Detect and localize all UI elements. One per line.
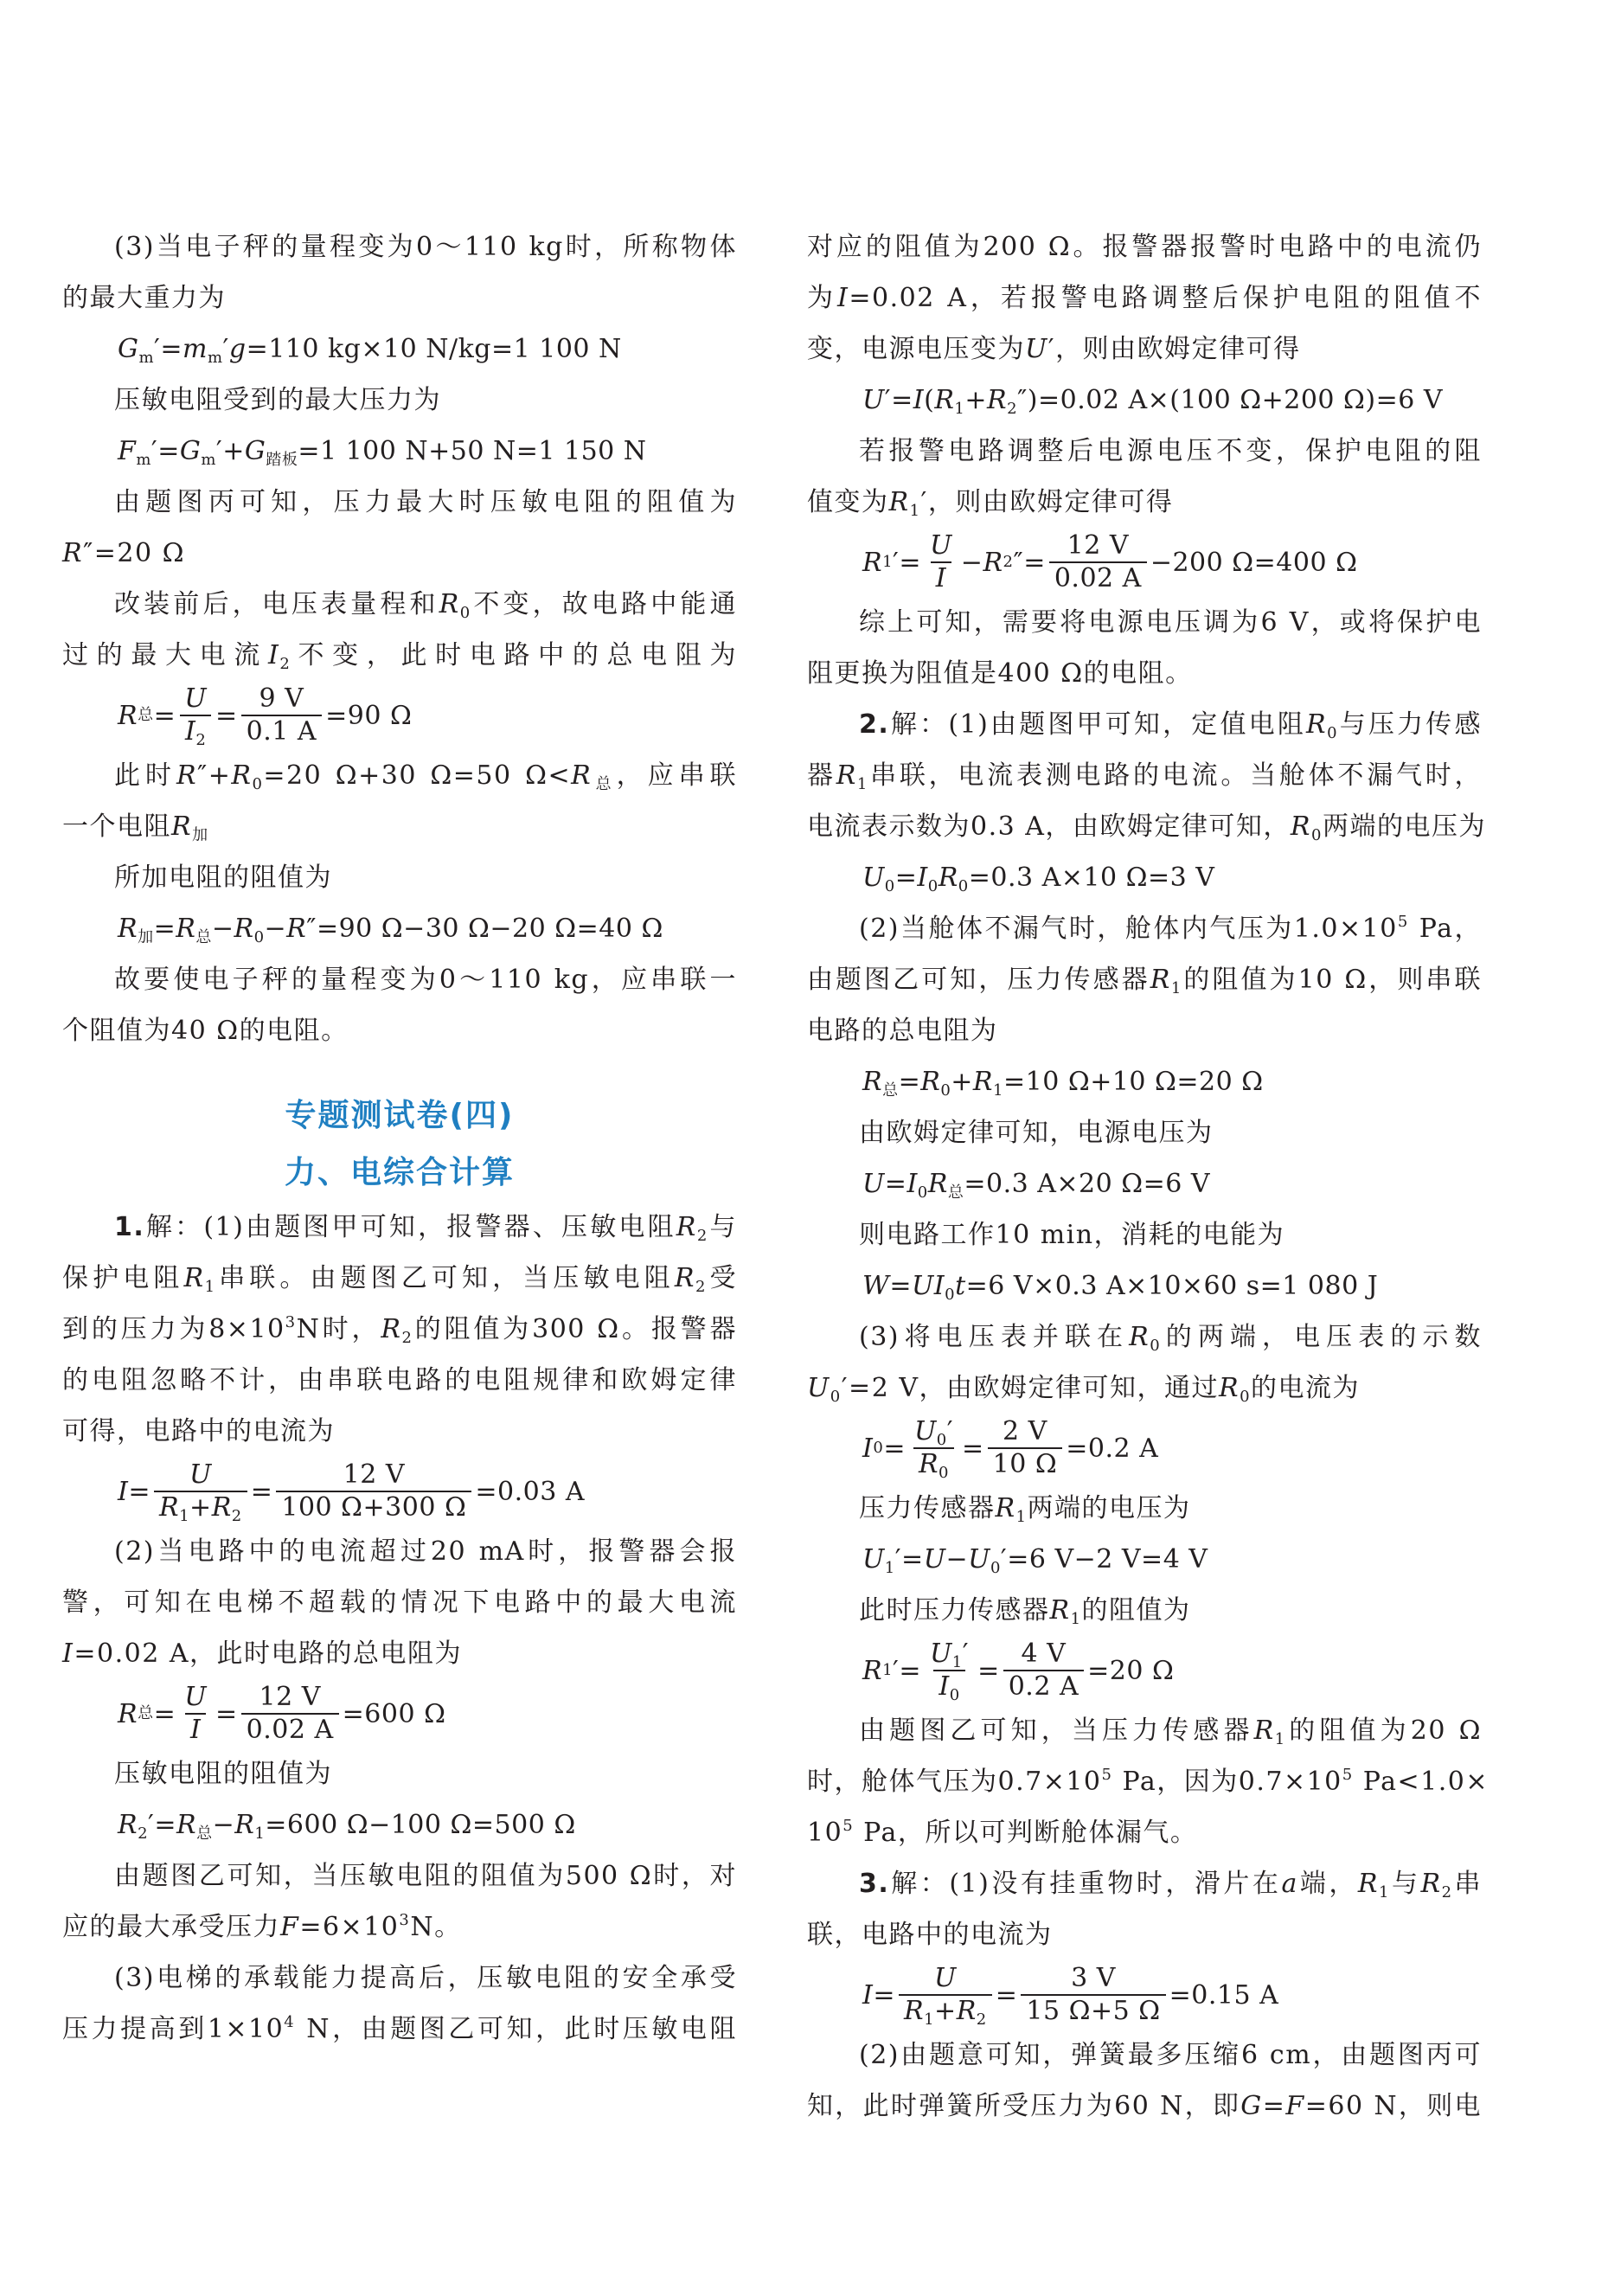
text-line: 若报警电路调整后电源电压不变，保护电阻的阻 (859, 436, 1482, 466)
text-line: R″=20 Ω (62, 538, 186, 568)
text-line: 由欧姆定律可知，电源电压为 (859, 1118, 1214, 1148)
text-line: 改装前后，电压表量程和$R_0$不变，故电路中能通 (114, 589, 738, 622)
text-line: 压力传感器$R_1$两端的电压为 (859, 1493, 1191, 1526)
text-line: 器$R_1$串联，电流表测电路的电流。当舱体不漏气时， (807, 760, 1483, 793)
equation: $F_m'=G_m'+G_{踏板}=1$ 100 N+50 N=1 150 N (118, 436, 647, 469)
right-column (807, 221, 1489, 2132)
equation: $U=I_0R_总=0.3$ A×20 Ω=6 V (862, 1169, 1211, 1202)
text-line: 个阻值为40 Ω的电阻。 (62, 1016, 349, 1046)
text-line: 2.解：(1)由题图甲可知，定值电阻$R_0$与压力传感 (859, 709, 1482, 742)
left-column (62, 221, 737, 2055)
text-line: 对应的阻值为200 Ω。报警器报警时电路中的电流仍 (807, 232, 1482, 262)
text-line: 压力提高到$1\times 10^4$ N，由题图乙可知，此时压敏电阻 (62, 2013, 737, 2044)
equation: $U_0=I_0R_0=0.3$ A×10 Ω=3 V (862, 863, 1215, 895)
text-line: 所加电阻的阻值为 (114, 863, 332, 893)
text-line: 联，电路中的电流为 (807, 1920, 1053, 1950)
text-line: 过的最大电流$I_2$不变，此时电路中的总电阻为 (62, 640, 738, 673)
text-line: 应的最大承受压力$F=6\times 10^3N$。 (62, 1911, 462, 1942)
text-line: 则电路工作10 min，消耗的电能为 (859, 1220, 1285, 1250)
equation: $W=UI_0t=6$ V×0.3 A×10×60 s=1 080 J (862, 1271, 1379, 1304)
text-line: 可得，电路中的电流为 (62, 1416, 335, 1446)
text-line: 故要使电子秤的量程变为0～110 kg，应串联一 (114, 965, 737, 995)
text-line: 此时$R''+R_0=20$ Ω+30 Ω=50 $\Omega<R_总$，应串联 (114, 760, 738, 793)
text-line: (2)由题意可知，弹簧最多压缩6 cm，由题图丙可 (859, 2040, 1482, 2070)
text-line: (2)当电路中的电流超过20 mA时，报警器会报 (114, 1536, 737, 1567)
text-line: 电路的总电阻为 (807, 1016, 998, 1046)
text-line: I=0.02 A，此时电路的总电阻为 (62, 1639, 462, 1669)
text-line: 压敏电阻的阻值为 (114, 1759, 332, 1789)
text-line: 保护电阻$R_1$串联。由题图乙可知，当压敏电阻$R_2$受 (62, 1263, 738, 1296)
fraction-equation: R 总 = $\frac{U}{I_2}$ = $\frac{9 V}{0.1 A}$ =90 Ω (118, 683, 413, 749)
text-line: $10^5$ Pa，所以可判断舱体漏气。 (807, 1817, 1198, 1848)
text-line: 到的压力为$8\times 10^3N$时，$R_2$的阻值为300 Ω。报警器 (62, 1313, 738, 1347)
fraction-equation: I 0 = $\frac{U_0'}{R_0}$ = $\frac{2 V}{10 \Omega}$ =0.2 A (862, 1416, 1159, 1482)
text-line: 时，舱体气压为$0.7\times 10^5$ Pa，因为$0.7\times 10^5$ Pa<1.0× (807, 1766, 1489, 1797)
fraction-equation: R 1 ′= $\frac{U}{I}$ − R 2 ″= $\frac{12 V}{0.02 A}$ −200 Ω=400 Ω (862, 530, 1358, 593)
text-line: 由题图乙可知，压力传感器$R_1$的阻值为10 Ω，则串联 (807, 965, 1482, 997)
fraction-equation: R 总 = $\frac{U}{I}$ = $\frac{12 V}{0.02 A}$ =600 Ω (118, 1682, 446, 1745)
text-line: 由题图乙可知，当压敏电阻的阻值为500 Ω时，对 (114, 1861, 737, 1891)
text-line: 此时压力传感器$R_1$的阻值为 (859, 1595, 1191, 1628)
equation: $R_2'=R_总-R_1=600$ Ω−100 Ω=500 Ω (118, 1810, 576, 1843)
text-line: 压敏电阻受到的最大压力为 (114, 385, 441, 415)
text-line: 的最大重力为 (62, 283, 226, 313)
text-line: 的电阻忽略不计，由串联电路的电阻规律和欧姆定律 (62, 1365, 737, 1395)
section-subtitle: 力、电综合计算 (284, 1155, 515, 1190)
fraction-equation: I = $\frac{U}{R_1+R_2}$ = $\frac{3 V}{15 \Omega+5 \Omega}$ =0.15 A (862, 1963, 1279, 2029)
text-line: (3)将电压表并联在$R_0$的两端，电压表的示数 (859, 1322, 1483, 1355)
text-line: $U_0'=2$ V，由欧姆定律可知，通过$R_0$的电流为 (807, 1373, 1361, 1406)
text-line: 一个电阻$R_加$ (62, 811, 209, 844)
text-line: 1.解：(1)由题图甲可知，报警器、压敏电阻$R_2$与 (114, 1212, 737, 1245)
text-line: 为I=0.02 A，若报警电路调整后保护电阻的阻值不 (807, 283, 1483, 313)
text-line: 3.解：(1)没有挂重物时，滑片在a端，$R_1$与$R_2$串 (859, 1869, 1483, 1902)
equation: $G_m'=m_m'g=110$ kg×10 N/kg=1 100 N (118, 334, 622, 367)
text-line: 由题图丙可知，压力最大时压敏电阻的阻值为 (114, 487, 737, 517)
text-line: 综上可知，需要将电源电压调为6 V，或将保护电 (859, 607, 1482, 638)
text-line: 知，此时弹簧所受压力为60 N，即G=F=60 N，则电 (807, 2091, 1482, 2121)
fraction-equation: I = $\frac{U}{R_1+R_2}$ = $\frac{12 V}{100 \Omega+300 \Omega}$ =0.03 A (118, 1459, 585, 1525)
equation: $U_1'=U-U_0'=6$ V−2 V=4 V (862, 1544, 1208, 1577)
text-line: 警，可知在电梯不超载的情况下电路中的最大电流 (62, 1587, 737, 1618)
fraction-equation: R 1 ′= $\frac{U_1'}{I_0}$ = $\frac{4 V}{0.2 A}$ =20 Ω (862, 1639, 1175, 1704)
equation: $R_总=R_0+R_1=10$ Ω+10 Ω=20 Ω (862, 1067, 1264, 1100)
text-line: 由题图乙可知，当压力传感器$R_1$的阻值为20 Ω (859, 1716, 1482, 1748)
equation: $U'=I(R_1+R_2'')=0.02$ A×(100 Ω+200 Ω)=6 V (862, 385, 1444, 418)
section-title: 专题测试卷(四) (285, 1098, 515, 1133)
text-line: (3)当电子秤的量程变为0～110 kg时，所称物体 (114, 232, 737, 262)
equation: $R_加=R_总-R_0-R''=90$ Ω−30 Ω−20 Ω=40 Ω (118, 914, 663, 946)
text-line: (3)电梯的承载能力提高后，压敏电阻的安全承受 (114, 1963, 737, 1993)
text-line: 阻更换为阻值是400 Ω的电阻。 (807, 658, 1193, 689)
text-line: 变，电源电压变为U′，则由欧姆定律可得 (807, 334, 1301, 364)
text-line: 值变为$R_1'$，则由欧姆定律可得 (807, 487, 1174, 520)
text-line: 电流表示数为0.3 A，由欧姆定律可知，$R_0$两端的电压为 (807, 811, 1486, 844)
text-line: (2)当舱体不漏气时，舱体内气压为$1.0\times 10^5$ Pa， (859, 913, 1482, 944)
